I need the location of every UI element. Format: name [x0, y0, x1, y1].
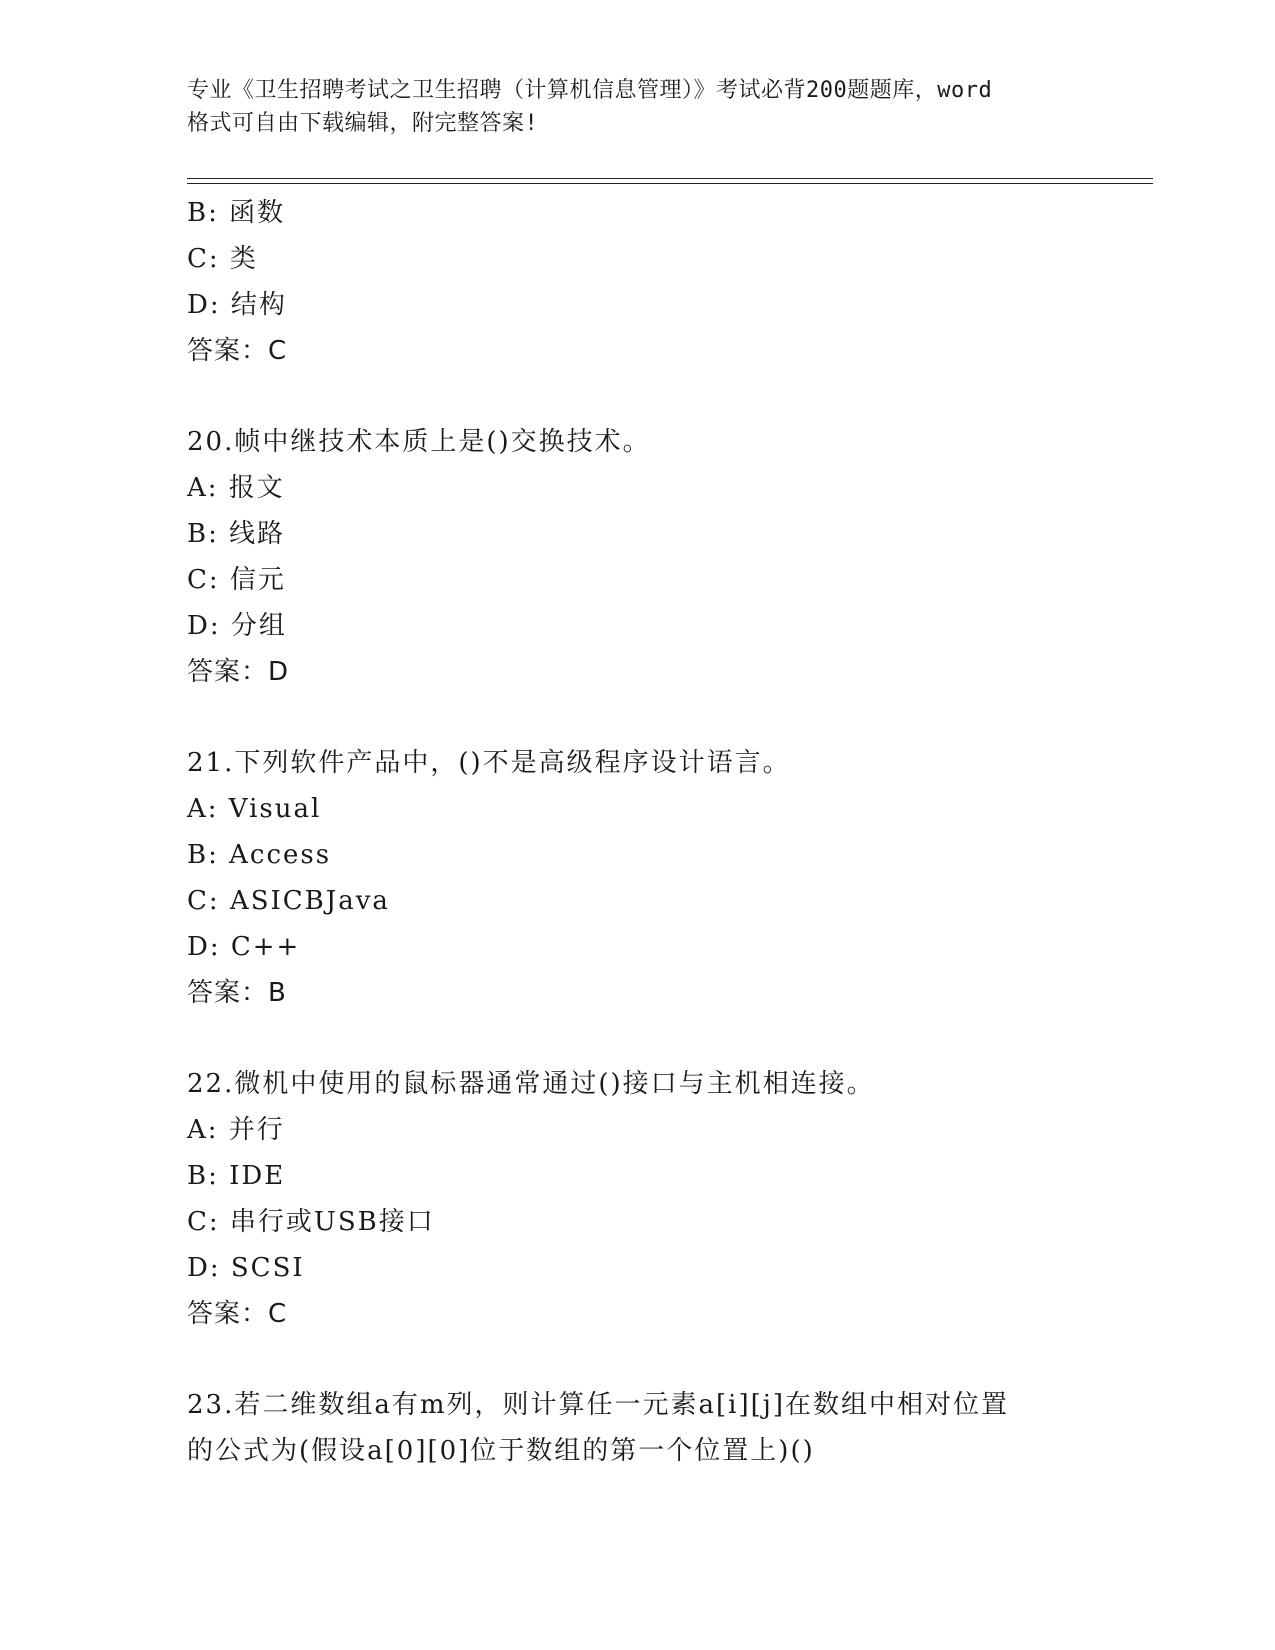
option-a: A: 并行 — [187, 1115, 285, 1145]
option-b: B: 线路 — [187, 519, 286, 549]
option-a: A: 报文 — [187, 473, 285, 503]
question-text: 22.微机中使用的鼠标器通常通过()接口与主机相连接。 — [187, 1069, 875, 1099]
question-block — [187, 1382, 1147, 1474]
option-c: C: 信元 — [187, 565, 286, 595]
option-c: C: 串行或USB接口 — [187, 1207, 435, 1237]
question-text-line-1: 23.若二维数组a有m列，则计算任一元素a[i][j]在数组中相对位置 — [187, 1390, 1009, 1420]
option-c: C: 类 — [187, 244, 258, 274]
question-list — [187, 190, 1147, 1474]
header-line-2: 格式可自由下载编辑，附完整答案! — [187, 111, 539, 136]
header-line-1: 专业《卫生招聘考试之卫生招聘（计算机信息管理）》考试必背200题题库，word — [187, 78, 993, 103]
option-d: D: 分组 — [187, 611, 287, 641]
question-block — [187, 419, 1147, 695]
question-text-line-2: 的公式为(假设a[0][0]位于数组的第一个位置上)() — [187, 1436, 815, 1466]
answer: 答案：D — [187, 657, 290, 687]
option-d: D: 结构 — [187, 290, 287, 320]
question-text: 20.帧中继技术本质上是()交换技术。 — [187, 427, 651, 457]
option-c: C: ASICBJava — [187, 886, 390, 916]
option-b: B: 函数 — [187, 198, 286, 228]
question-block — [187, 190, 1147, 374]
question-text: 21.下列软件产品中，()不是高级程序设计语言。 — [187, 748, 791, 778]
answer: 答案：C — [187, 336, 288, 366]
option-a: A: Visual — [187, 794, 322, 824]
option-d: D: SCSI — [187, 1253, 305, 1283]
question-block — [187, 740, 1147, 1016]
question-block — [187, 1061, 1147, 1337]
option-b: B: Access — [187, 840, 332, 870]
answer: 答案：C — [187, 1299, 288, 1329]
option-b: B: IDE — [187, 1161, 286, 1191]
answer: 答案：B — [187, 978, 287, 1008]
header-divider-top — [187, 178, 1153, 179]
header-divider-bottom — [187, 183, 1153, 184]
option-d: D: C++ — [187, 932, 301, 962]
document-header — [187, 74, 1087, 140]
